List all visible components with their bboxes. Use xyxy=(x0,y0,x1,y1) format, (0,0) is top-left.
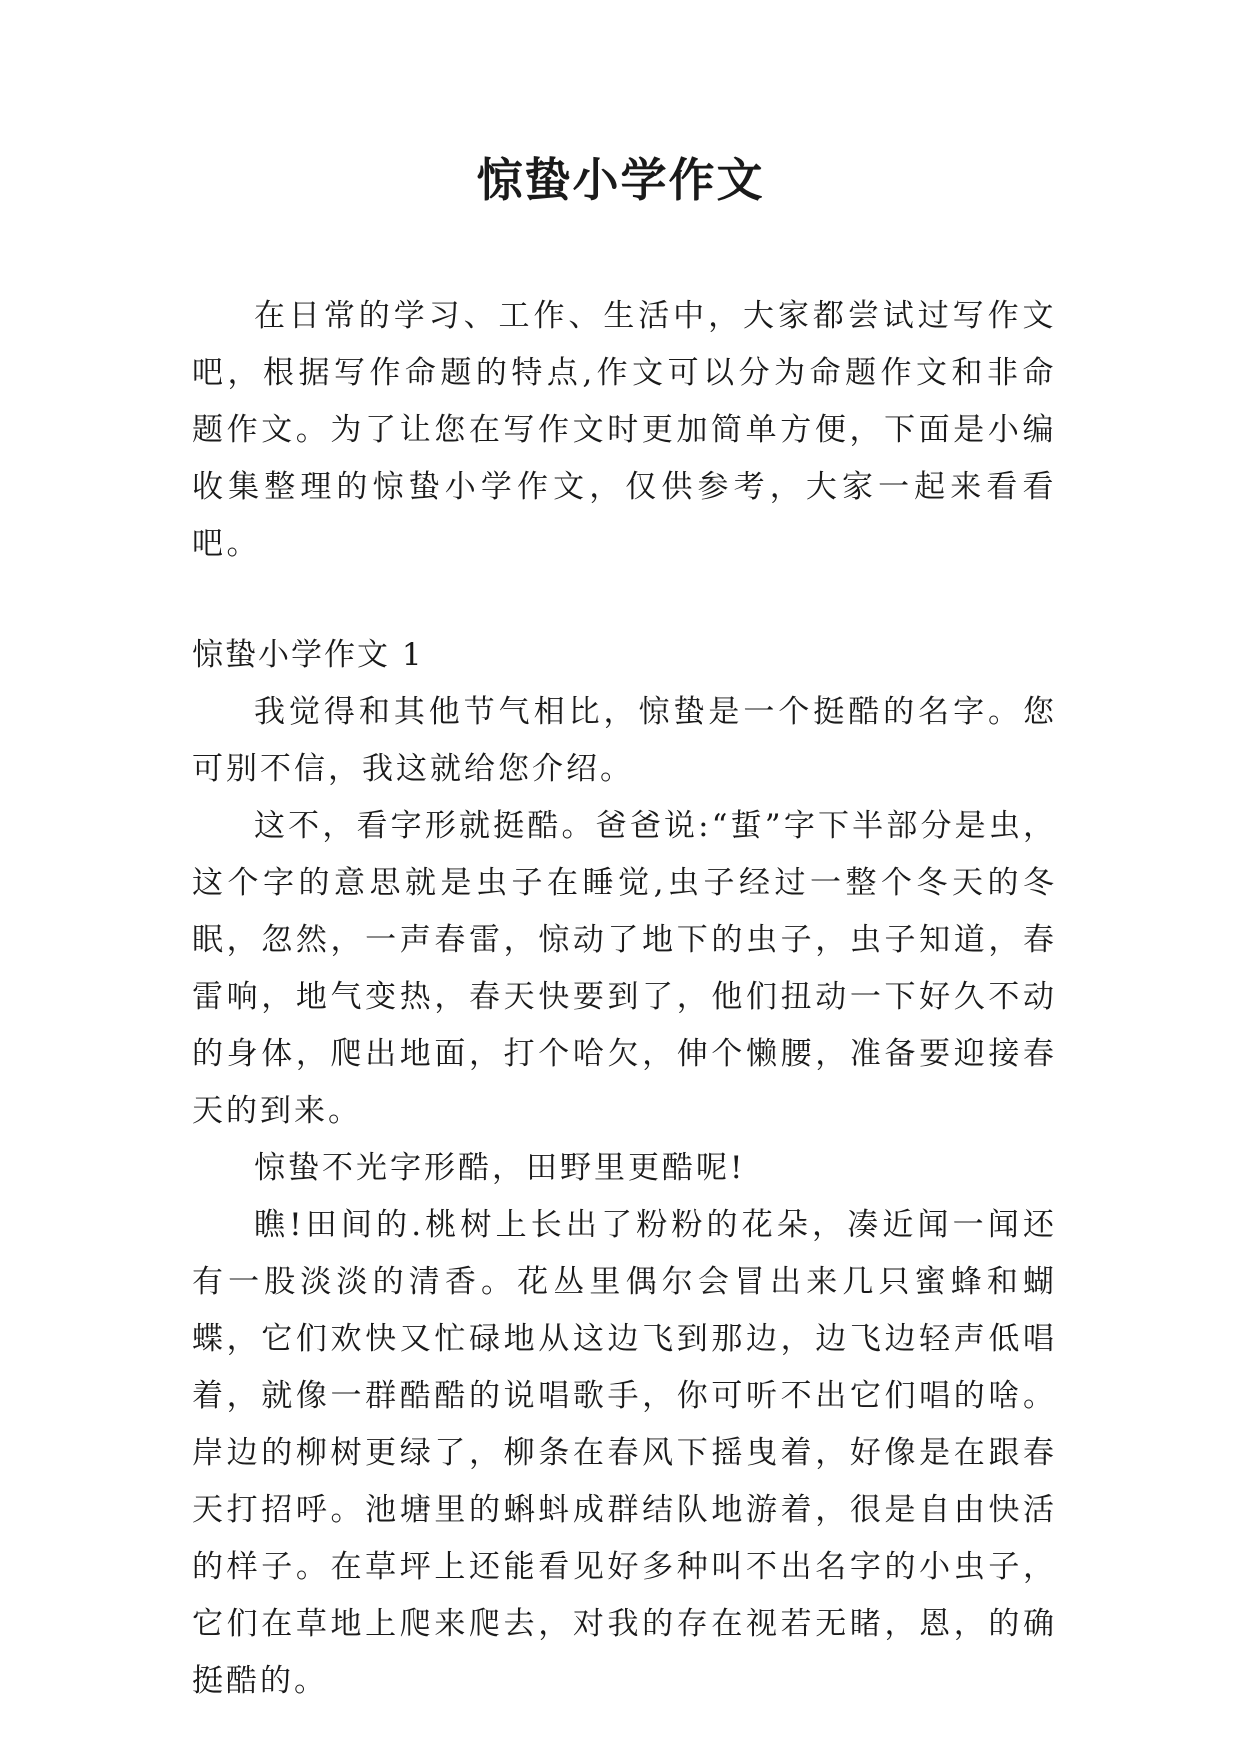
body-paragraph-3: 惊蛰不光字形酷，田野里更酷呢! xyxy=(254,1150,746,1186)
document-body xyxy=(192,288,1057,1710)
section-heading: 惊蛰小学作文 1 xyxy=(192,637,424,673)
body-paragraph-4: 瞧!田间的.桃树上长出了粉粉的花朵，凑近闻一闻还有一股淡淡的清香。花丛里偶尔会冒出来几只蜜蜂和蝴蝶，它们欢快又忙碌地从这边飞到那边，边飞边轻声低唱着，就像一群酷酷的说唱歌手，你可听不出它们唱的啥。岸边的柳树更绿了，柳条在春风下摇曳着，好像是在跟春天打招呼。池塘里的蝌蚪成群结队地游着，很是自由快活的样子。在草坪上还能看见好多种叫不出名字的小虫子，它们在草地上爬来爬去，对我的存在视若无睹，恩，的确挺酷的。 xyxy=(192,1207,1057,1699)
body-paragraph-2: 这不，看字形就挺酷。爸爸说:“蜇”字下半部分是虫，这个字的意思就是虫子在睡觉,虫子经过一整个冬天的冬眠，忽然，一声春雷，惊动了地下的虫子，虫子知道，春雷响，地气变热，春天快要到了，他们扭动一下好久不动的身体，爬出地面，打个哈欠，伸个懒腰，准备要迎接春天的到来。 xyxy=(192,808,1057,1129)
intro-paragraph: 在日常的学习、工作、生活中，大家都尝试过写作文吧，根据写作命题的特点,作文可以分为命题作文和非命题作文。为了让您在写作文时更加简单方便，下面是小编收集整理的惊蛰小学作文，仅供参考，大家一起来看看吧。 xyxy=(192,298,1057,562)
document-title: 惊蛰小学作文 xyxy=(476,153,765,207)
body-paragraph-1: 我觉得和其他节气相比，惊蛰是一个挺酷的名字。您可别不信，我这就给您介绍。 xyxy=(192,694,1057,787)
